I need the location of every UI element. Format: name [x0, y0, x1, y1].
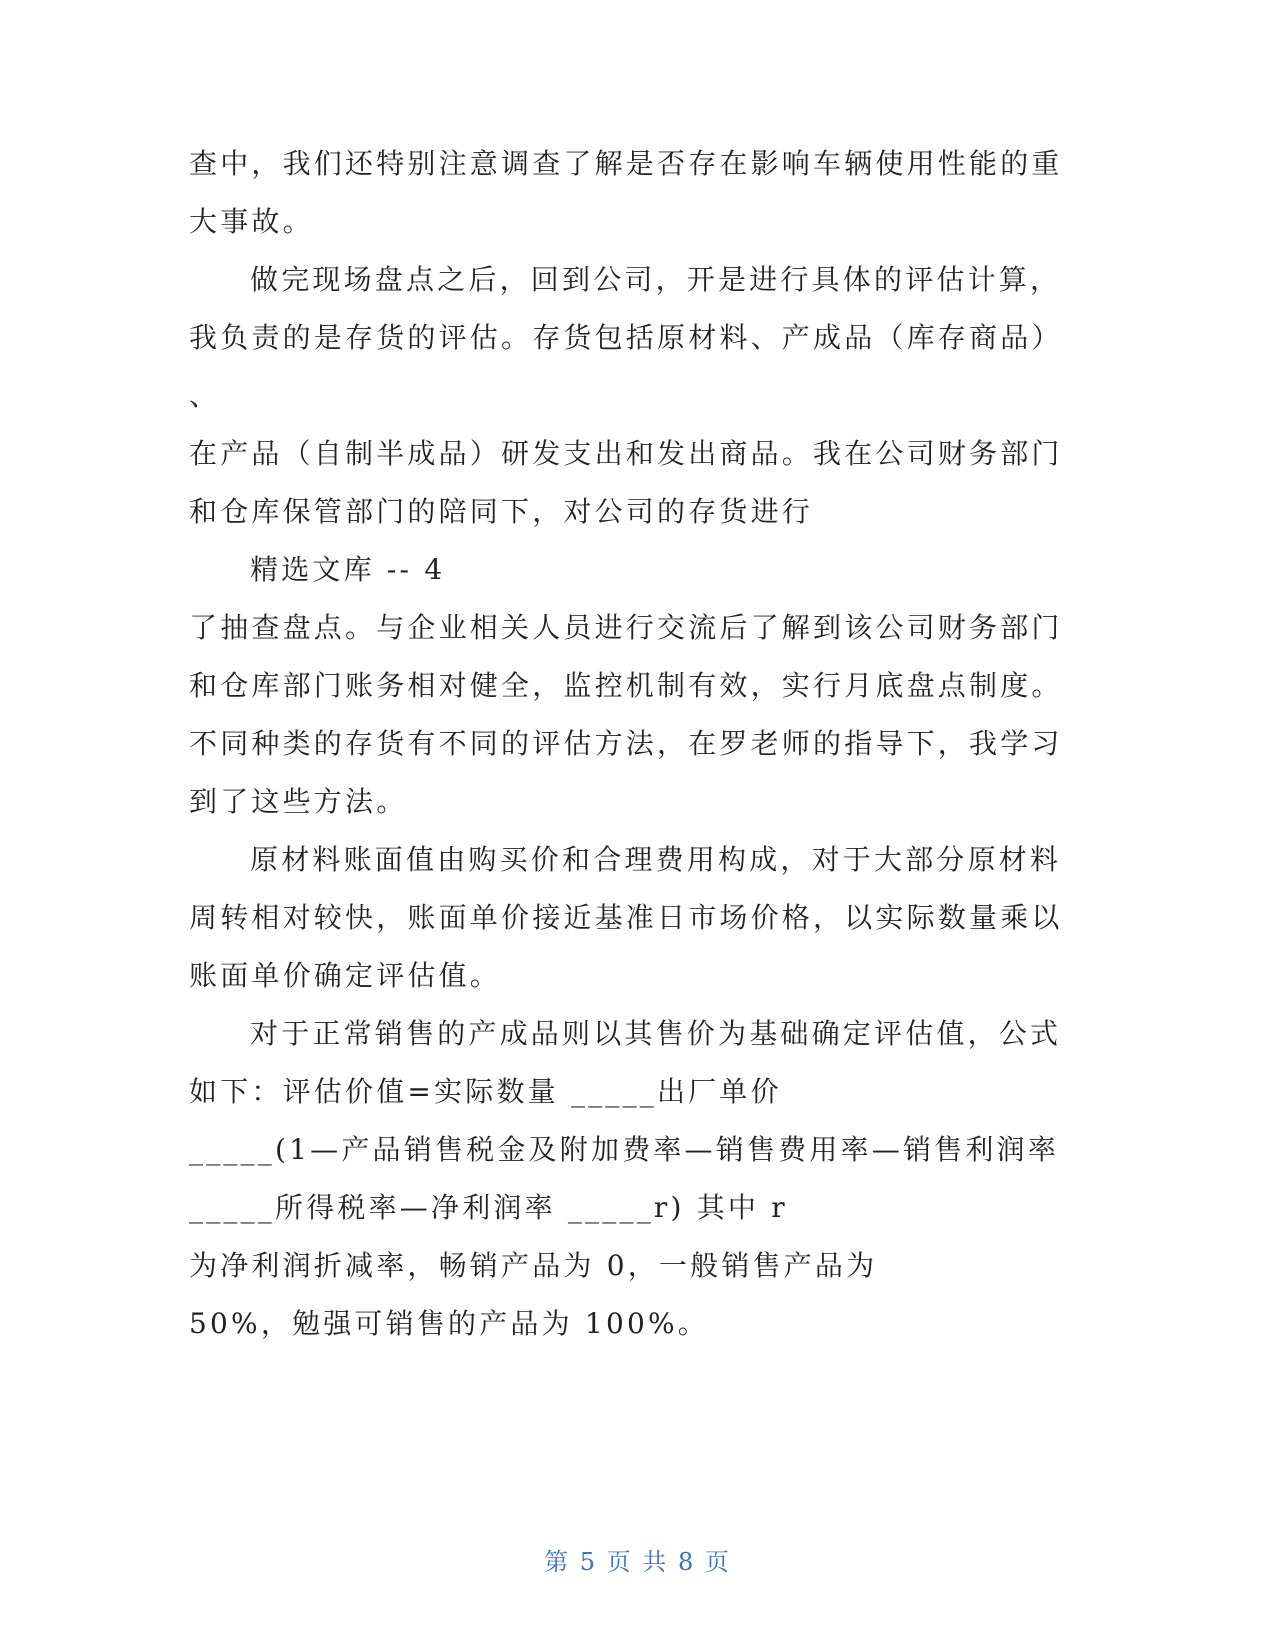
text-line: 了抽查盘点。与企业相关人员进行交流后了解到该公司财务部门: [189, 611, 1063, 644]
formula-line: _____所得税率—净利润率 _____r) 其中 r: [189, 1191, 788, 1224]
text-line: 50%，勉强可销售的产品为 100%。: [189, 1307, 709, 1340]
text-line: 查中，我们还特别注意调查了解是否存在影响车辆使用性能的重: [189, 147, 1063, 180]
page-number-footer: 第 5 页 共 8 页: [544, 1548, 731, 1576]
text-line: 账面单价确定评估值。: [189, 959, 502, 992]
text-line: 和仓库部门账务相对健全，监控机制有效，实行月底盘点制度。: [189, 669, 1063, 702]
formula-line: _____(1—产品销售税金及附加费率—销售费用率—销售利润率: [189, 1133, 1059, 1166]
text-line: 到了这些方法。: [189, 785, 408, 818]
text-line: 在产品（自制半成品）研发支出和发出商品。我在公司财务部门: [189, 437, 1063, 470]
text-line: 、: [189, 379, 221, 412]
paragraph-first-line: 对于正常销售的产成品则以其售价为基础确定评估值，公式: [250, 1017, 1062, 1050]
text-line: 周转相对较快，账面单价接近基准日市场价格，以实际数量乘以: [189, 901, 1063, 934]
paragraph-first-line: 做完现场盘点之后，回到公司，开是进行具体的评估计算，: [250, 263, 1062, 296]
text-line: 为净利润折减率，畅销产品为 0，一般销售产品为: [189, 1249, 878, 1282]
formula-line: 如下：评估价值=实际数量 _____出厂单价: [189, 1075, 782, 1108]
text-line: 我负责的是存货的评估。存货包括原材料、产成品（库存商品）: [189, 321, 1063, 354]
paragraph-first-line: 原材料账面值由购买价和合理费用构成，对于大部分原材料: [250, 843, 1062, 876]
text-line: 和仓库保管部门的陪同下，对公司的存货进行: [189, 495, 814, 528]
text-line: 大事故。: [189, 205, 314, 238]
source-watermark: 精选文库 -- 4: [250, 553, 446, 586]
text-line: 不同种类的存货有不同的评估方法，在罗老师的指导下，我学习: [189, 727, 1063, 760]
